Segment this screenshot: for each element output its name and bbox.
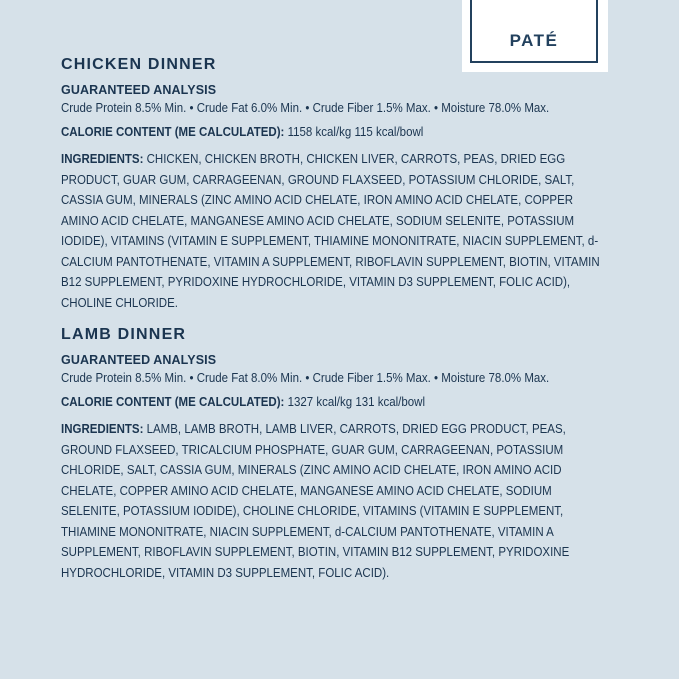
analysis-heading: GUARANTEED ANALYSIS xyxy=(61,83,217,97)
calorie-content xyxy=(61,395,576,409)
ingredients xyxy=(61,419,613,583)
ingredients-text: CHICKEN, CHICKEN BROTH, CHICKEN LIVER, CARROTS, PEAS, DRIED EGG PRODUCT, GUAR GUM, CARRAGEENAN, GROUND FLAXSEED, POTASSIUM CHLORIDE, SALT, CASSIA GUM, MINERALS (ZINC AMINO ACID CHELATE, IRON AMINO ACID CHELATE, COPPER AMINO ACID CHELATE, MANGANESE AMINO ACID CHELATE, SODIUM SELENITE, POTASSIUM IODIDE), VITAMINS (VITAMIN E SUPPLEMENT, THIAMINE MONONITRATE, NIACIN SUPPLEMENT, d-CALCIUM PANTOTHENATE, VITAMIN A SUPPLEMENT, RIBOFLAVIN SUPPLEMENT, BIOTIN, VITAMIN B12 SUPPLEMENT, PYRIDOXINE HYDROCHLORIDE, VITAMIN D3 SUPPLEMENT, FOLIC ACID), CHOLINE CHLORIDE. xyxy=(61,152,600,310)
chicken-dinner-section xyxy=(61,56,621,313)
pate-badge-frame xyxy=(470,0,598,63)
calorie-value: 1158 kcal/kg 115 kcal/bowl xyxy=(284,125,424,139)
calorie-value: 1327 kcal/kg 131 kcal/bowl xyxy=(284,395,426,409)
ingredients-text: LAMB, LAMB BROTH, LAMB LIVER, CARROTS, DRIED EGG PRODUCT, PEAS, GROUND FLAXSEED, TRICALCIUM PHOSPHATE, GUAR GUM, CARRAGEENAN, POTASSIUM CHLORIDE, SALT, CASSIA GUM, MINERALS (ZINC AMINO ACID CHELATE, IRON AMINO ACID CHELATE, COPPER AMINO ACID CHELATE, MANGANESE AMINO ACID CHELATE, SODIUM SELENITE, POTASSIUM IODIDE), CHOLINE CHLORIDE, VITAMINS (VITAMIN E SUPPLEMENT, THIAMINE MONONITRATE, NIACIN SUPPLEMENT, d-CALCIUM PANTOTHENATE, VITAMIN A SUPPLEMENT, RIBOFLAVIN SUPPLEMENT, BIOTIN, VITAMIN B12 SUPPLEMENT, PYRIDOXINE HYDROCHLORIDE, VITAMIN D3 SUPPLEMENT, FOLIC ACID). xyxy=(61,422,570,580)
section-title: LAMB DINNER xyxy=(61,326,187,343)
ingredients-label: INGREDIENTS: xyxy=(61,152,144,166)
analysis-heading: GUARANTEED ANALYSIS xyxy=(61,353,217,367)
analysis-text: Crude Protein 8.5% Min. • Crude Fat 8.0% Min. • Crude Fiber 1.5% Max. • Moisture 78.0% Max. xyxy=(61,371,550,385)
ingredients-label: INGREDIENTS: xyxy=(61,422,144,436)
analysis-text: Crude Protein 8.5% Min. • Crude Fat 6.0% Min. • Crude Fiber 1.5% Max. • Moisture 78.0% Max. xyxy=(61,101,550,115)
lamb-dinner-section xyxy=(61,326,621,583)
calorie-content xyxy=(61,125,576,139)
ingredients xyxy=(61,149,613,313)
section-title: CHICKEN DINNER xyxy=(61,56,217,73)
calorie-label: CALORIE CONTENT (ME CALCULATED): xyxy=(61,395,285,409)
pate-badge-label: PATÉ xyxy=(509,31,559,50)
calorie-label: CALORIE CONTENT (ME CALCULATED): xyxy=(61,125,285,139)
